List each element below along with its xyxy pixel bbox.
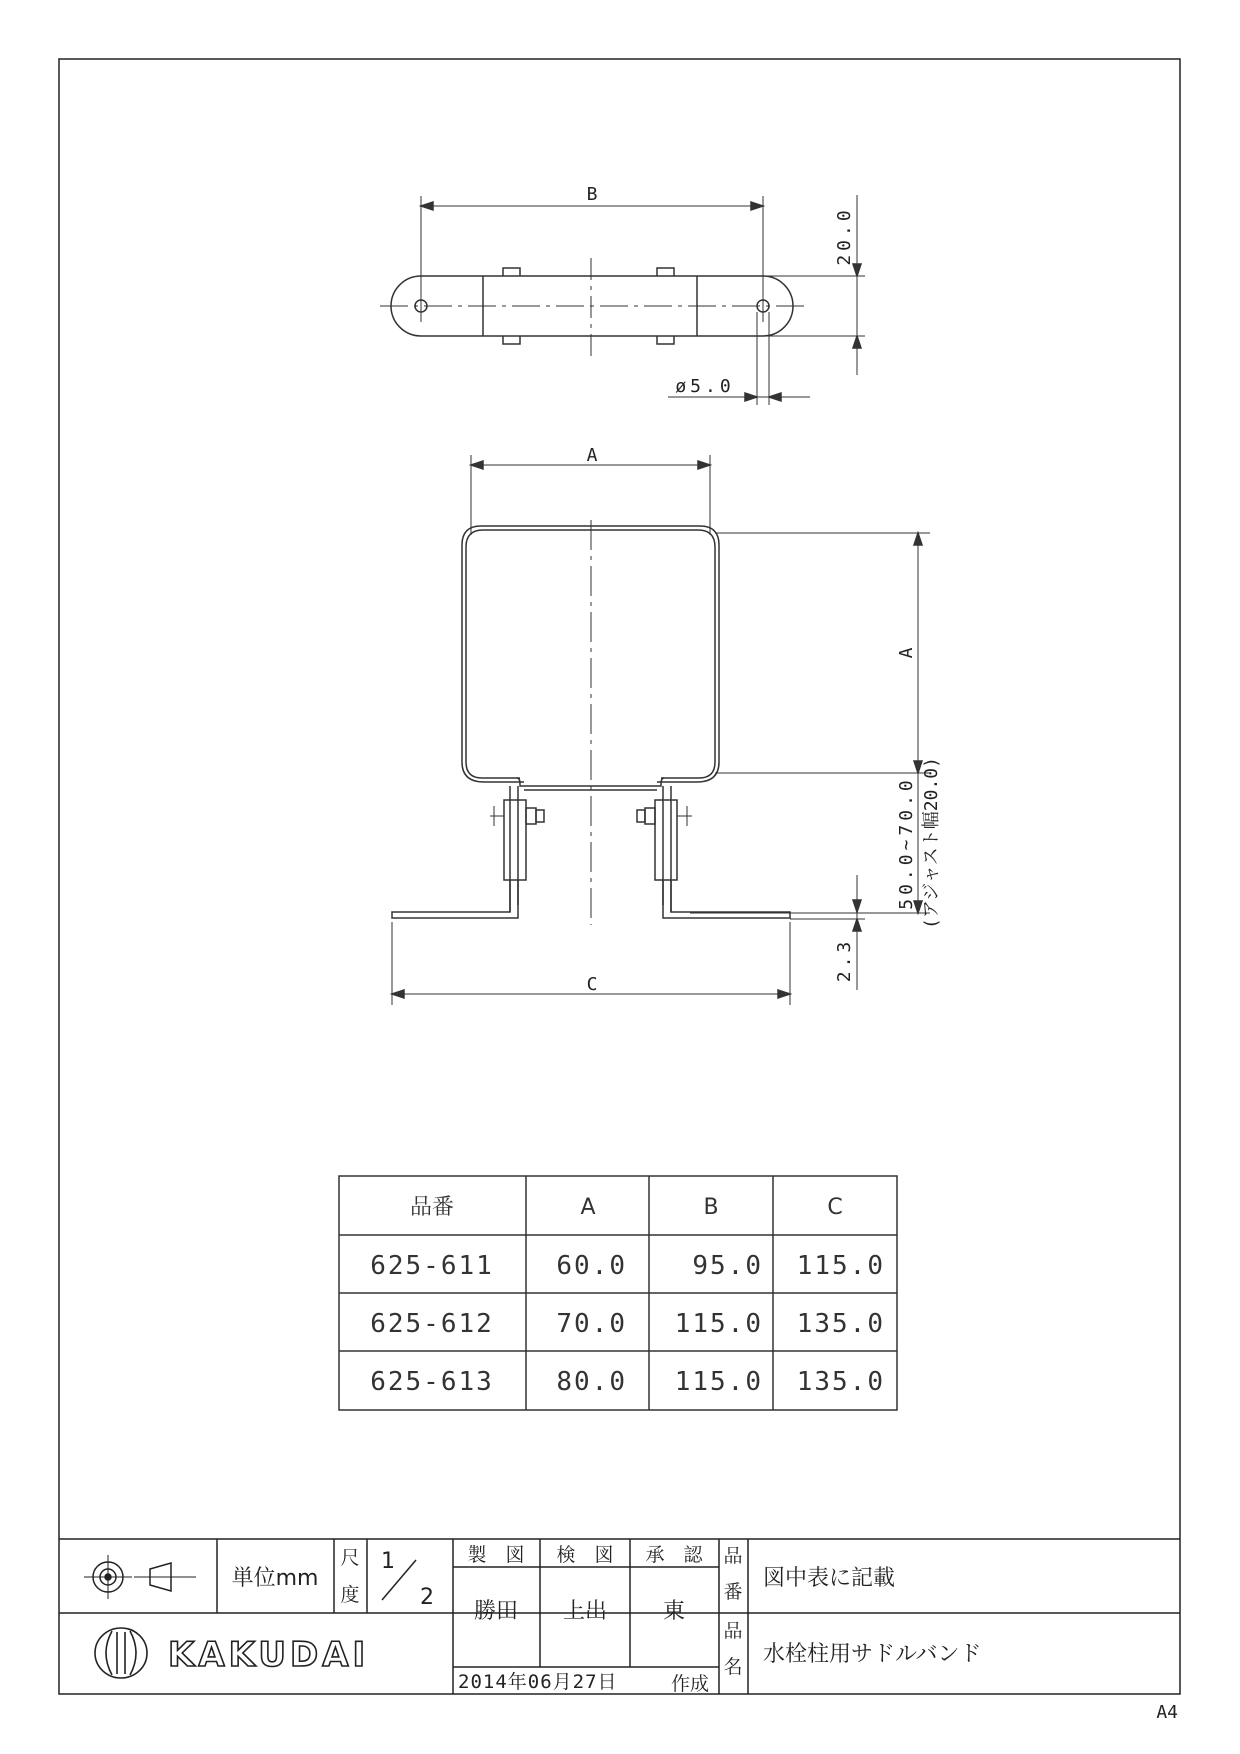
date-text: 2014年06月27日 bbox=[458, 1671, 618, 1693]
approved-label: 承 認 bbox=[645, 1544, 703, 1566]
checked-by: 上出 bbox=[562, 1599, 608, 1624]
part-no-value: 図中表に記載 bbox=[763, 1566, 896, 1591]
created-label: 作成 bbox=[670, 1673, 710, 1695]
dim-a-top-label: A bbox=[586, 445, 598, 466]
dim-thickness-label: 2.3 bbox=[834, 937, 855, 983]
sheet-border bbox=[59, 59, 1180, 1694]
table-cell: 115.0 bbox=[674, 1367, 763, 1397]
table-cell: 135.0 bbox=[796, 1367, 885, 1397]
table-cell: 625-613 bbox=[370, 1367, 494, 1397]
table-header-part-no: 品番 bbox=[409, 1195, 455, 1220]
brand-name: KAKUDAI bbox=[168, 1635, 370, 1675]
dim-adjust-label: 50.0~70.0 bbox=[896, 776, 917, 910]
drawn-by: 勝田 bbox=[473, 1599, 519, 1624]
dim-c-label: C bbox=[586, 974, 598, 995]
dim-a-side-label: A bbox=[896, 647, 917, 659]
dim-phi-label: ø5.0 bbox=[675, 376, 735, 397]
approved-by: 東 bbox=[662, 1599, 686, 1624]
scale-numerator: 1 bbox=[381, 1549, 395, 1574]
dim-adjust-note: (アジャスト幅20.0) bbox=[921, 757, 942, 929]
part-no-label-1: 品 bbox=[723, 1545, 743, 1567]
table-cell: 135.0 bbox=[796, 1309, 885, 1339]
top-view bbox=[380, 195, 865, 405]
table-cell: 625-612 bbox=[370, 1309, 494, 1339]
part-name-value: 水栓柱用サドルバンド bbox=[763, 1642, 982, 1667]
table-cell: 115.0 bbox=[674, 1309, 763, 1339]
table-cell: 115.0 bbox=[796, 1251, 885, 1281]
front-view bbox=[392, 455, 930, 1005]
table-header-b: B bbox=[703, 1195, 719, 1220]
unit-label: 単位mm bbox=[231, 1566, 319, 1591]
table-cell: 95.0 bbox=[692, 1251, 763, 1281]
table-cell: 625-611 bbox=[370, 1251, 494, 1281]
part-name-label-2: 名 bbox=[723, 1656, 743, 1678]
scale-label-1: 尺 bbox=[340, 1547, 360, 1569]
part-name-label-1: 品 bbox=[723, 1620, 743, 1642]
paper-size-label: A4 bbox=[1156, 1702, 1178, 1723]
table-header-a: A bbox=[580, 1195, 596, 1220]
kakudai-logo-icon bbox=[95, 1628, 147, 1678]
checked-label: 検 図 bbox=[556, 1544, 614, 1566]
table-cell: 70.0 bbox=[556, 1309, 627, 1339]
table-cell: 60.0 bbox=[556, 1251, 627, 1281]
drawn-label: 製 図 bbox=[467, 1544, 525, 1566]
scale-fraction bbox=[381, 1549, 434, 1610]
table-header-c: C bbox=[827, 1195, 843, 1220]
scale-denominator: 2 bbox=[420, 1585, 434, 1610]
table-cell: 80.0 bbox=[556, 1367, 627, 1397]
scale-label-2: 度 bbox=[340, 1584, 360, 1606]
projection-symbol-icon bbox=[84, 1555, 196, 1599]
dim-b-label: B bbox=[586, 184, 598, 205]
part-no-label-2: 番 bbox=[723, 1581, 743, 1603]
dim-20-label: 20.0 bbox=[834, 206, 855, 266]
